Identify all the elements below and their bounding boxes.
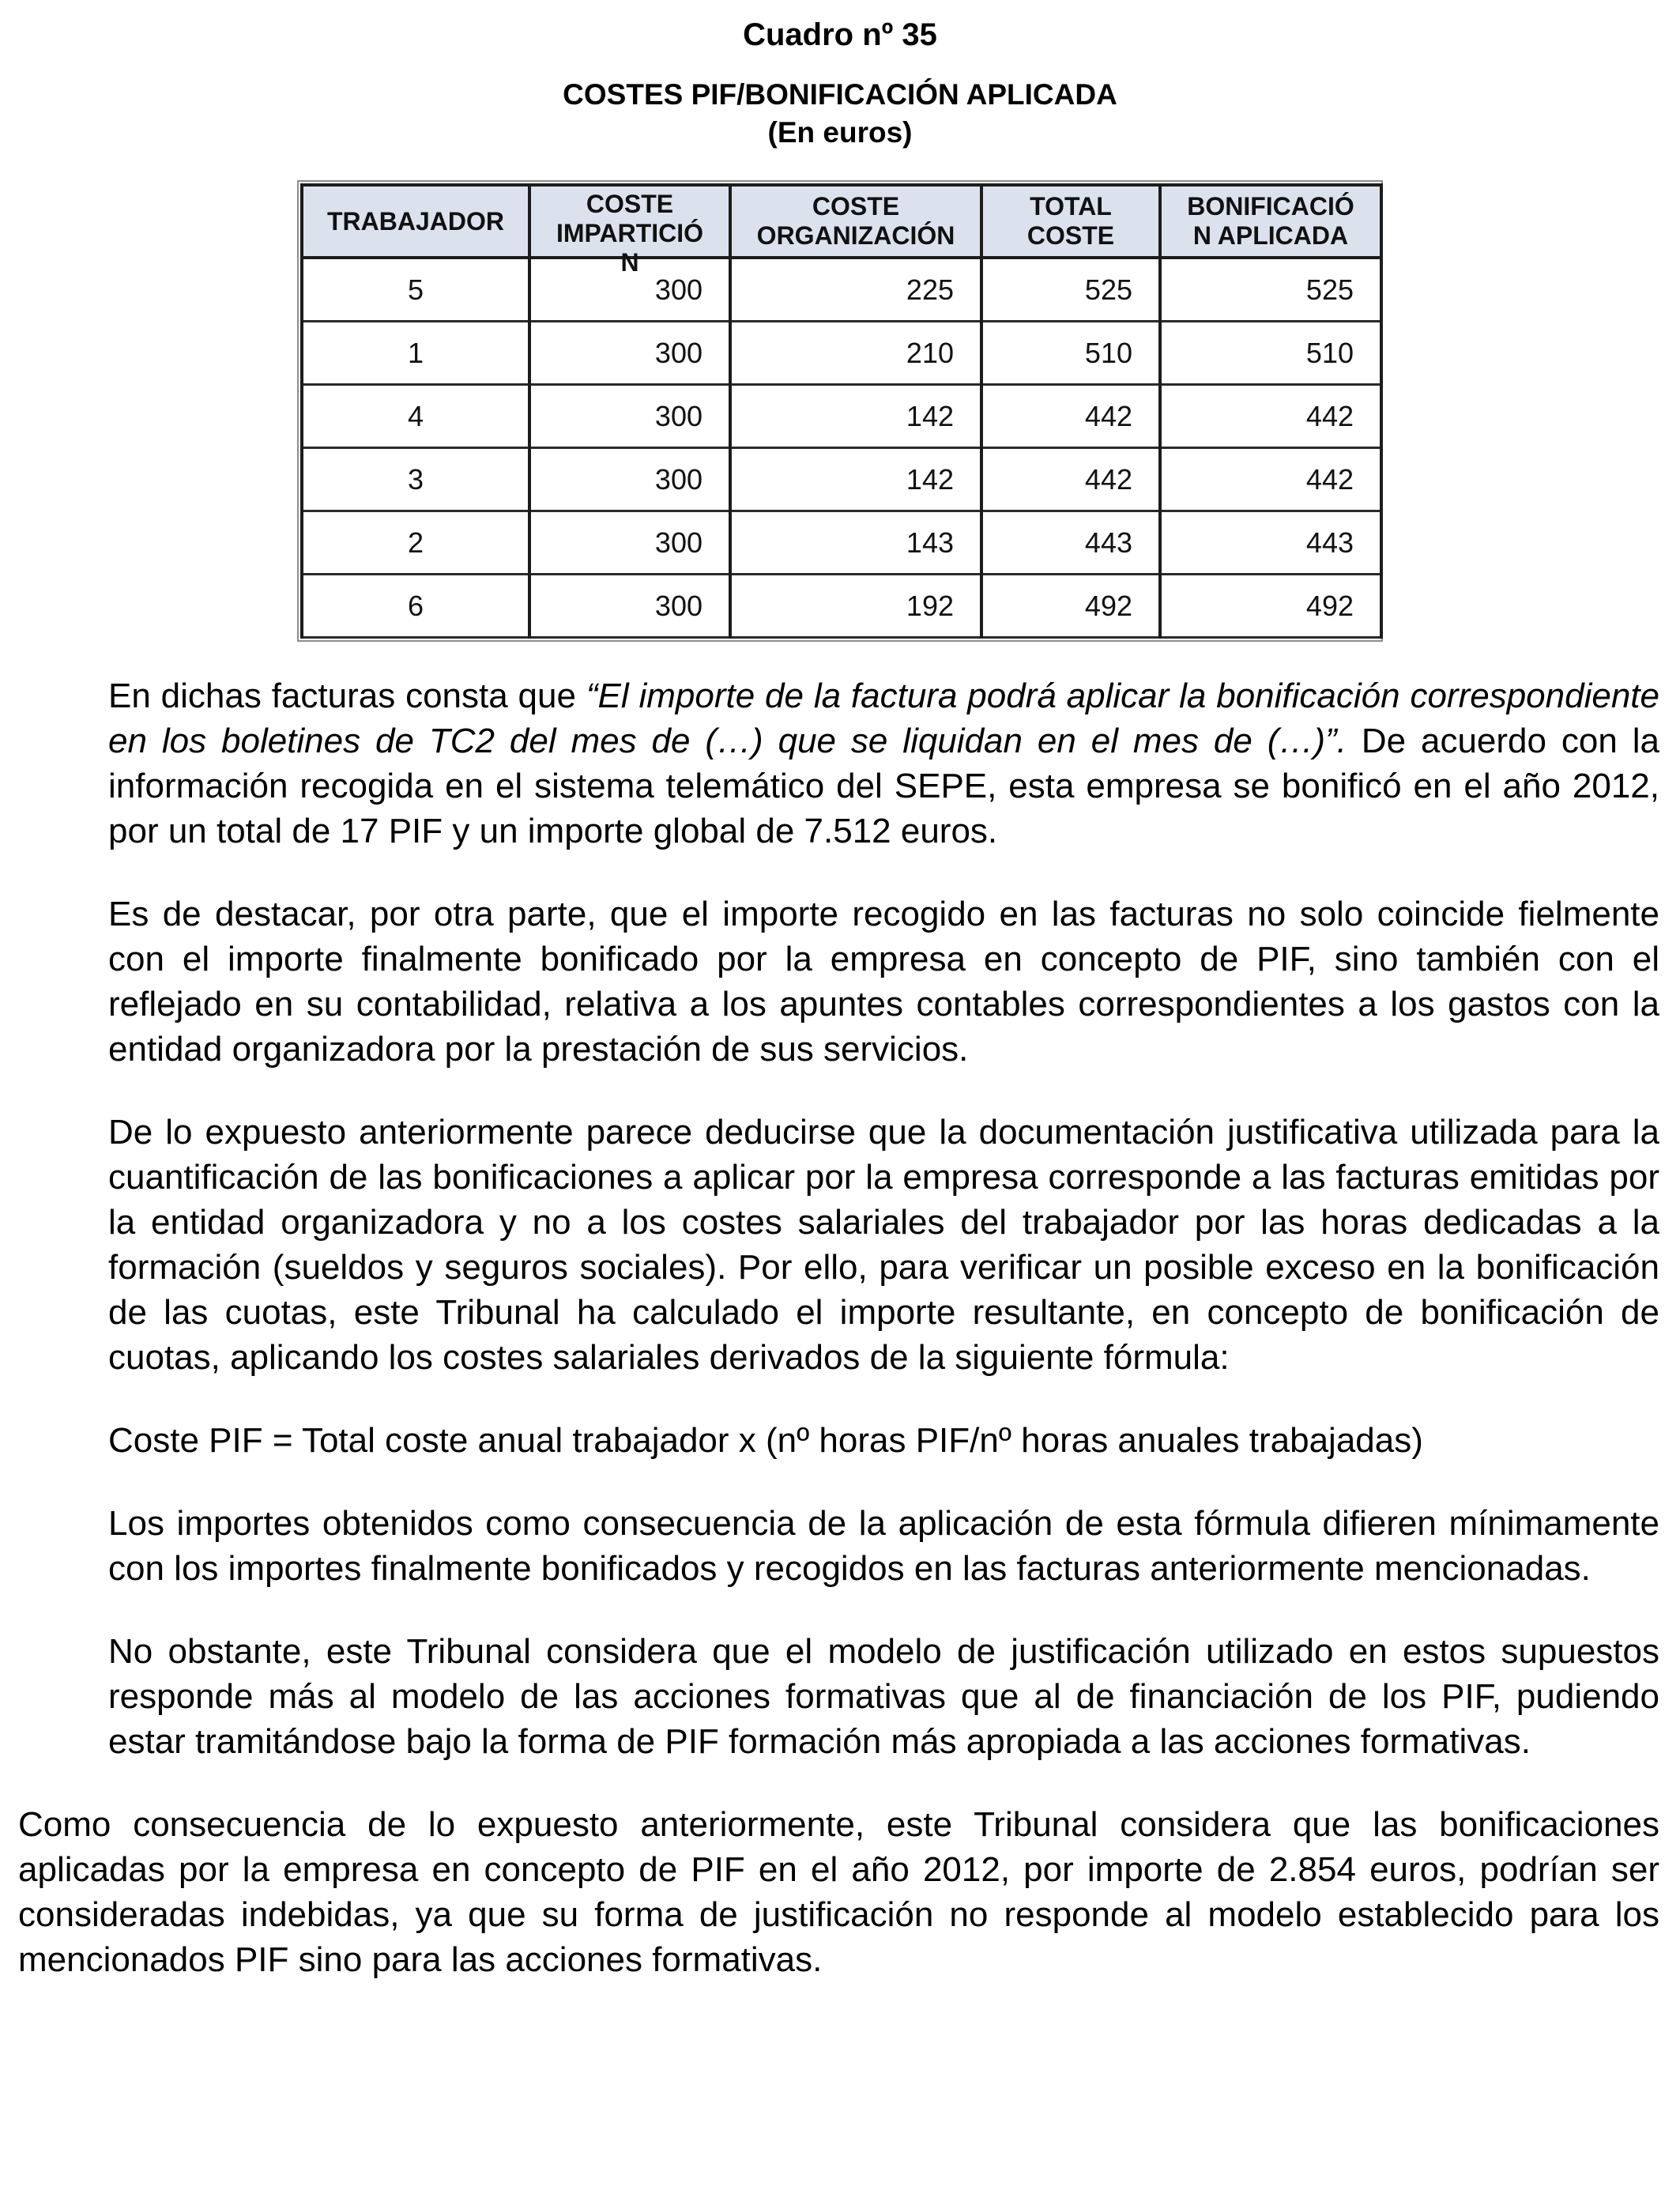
paragraph-facturas: [108, 673, 1659, 854]
cell-coste-imparticion: 300: [529, 511, 730, 575]
cell-trabajador: 3: [302, 448, 529, 511]
cell-bonificacion-aplicada: 492: [1160, 575, 1381, 638]
cell-coste-organizacion: 210: [730, 322, 981, 385]
cell-coste-organizacion: 142: [730, 448, 981, 511]
table-caption: [0, 76, 1680, 152]
header-coste-imparticion: [529, 185, 730, 277]
paragraph-importes: Los importes obtenidos como consecuencia de la aplicación de esta fórmula difieren mínimamente con los importes finalmente bonificados y recogidos en las facturas anteriormente mencionadas.: [108, 1504, 1659, 1588]
header-label: TRABAJADOR: [327, 206, 504, 236]
table-title: COSTES PIF/BONIFICACIÓN APLICADA: [563, 78, 1117, 111]
costs-table: [297, 180, 1383, 642]
header-total-coste: [981, 185, 1160, 258]
paragraph-expuesto: De lo expuesto anteriormente parece deducirse que la documentación justificativa utilizada para la cuantificación de las bonificaciones a aplicar por la empresa corresponde a las facturas emitidas por la entidad organizadora y no a los costes salariales del trabajador por las horas dedicadas a la formación (sueldos y seguros sociales). Por ello, para verificar un posible exceso en la bonificación de las cuotas, este Tribunal ha calculado el importe resultante, en concepto de bonificación de cuotas, aplicando los costes salariales derivados de la siguiente fórmula:: [108, 1113, 1659, 1377]
costs-table-grid: [300, 183, 1383, 639]
table-header-row: [302, 185, 1381, 258]
cell-total-coste: 510: [981, 322, 1160, 385]
cell-bonificacion-aplicada: 442: [1160, 385, 1381, 448]
paragraph-text: De acuerdo con la información recogida en el sistema telemático del SEPE, esta empresa se bonificó en el año 2012, por un total de 17 PIF y un importe global de 7.512 euros.: [108, 722, 1659, 850]
cell-total-coste: 442: [981, 448, 1160, 511]
cell-total-coste: 443: [981, 511, 1160, 575]
cell-bonificacion-aplicada: 442: [1160, 448, 1381, 511]
table-number-caption: Cuadro nº 35: [743, 17, 937, 52]
cell-trabajador: 5: [302, 258, 529, 322]
body-text: [0, 673, 1680, 2020]
cell-total-coste: 492: [981, 575, 1160, 638]
table-row: [302, 322, 1381, 385]
table-row: [302, 575, 1381, 638]
header-label: TOTAL COSTE: [1026, 192, 1115, 250]
cell-total-coste: 442: [981, 385, 1160, 448]
cell-coste-imparticion: 300: [529, 258, 730, 322]
table-row: [302, 511, 1381, 575]
cell-trabajador: 6: [302, 575, 529, 638]
table-row: [302, 448, 1381, 511]
cell-coste-organizacion: 142: [730, 385, 981, 448]
cell-coste-organizacion: 225: [730, 258, 981, 322]
cell-coste-imparticion: 300: [529, 322, 730, 385]
cell-bonificacion-aplicada: 443: [1160, 511, 1381, 575]
cell-coste-imparticion: 300: [529, 385, 730, 448]
header-coste-organizacion: [730, 185, 981, 258]
header-label: COSTE IMPARTICIÓN: [556, 190, 704, 277]
table-unit-note: (En euros): [767, 116, 913, 149]
cell-bonificacion-aplicada: 510: [1160, 322, 1381, 385]
header-label: COSTE ORGANIZACIÓN: [756, 192, 955, 250]
cell-trabajador: 1: [302, 322, 529, 385]
table-row: [302, 258, 1381, 322]
cell-total-coste: 525: [981, 258, 1160, 322]
header-bonificacion-aplicada: [1160, 185, 1381, 258]
header-label: BONIFICACIÓN APLICADA: [1187, 192, 1354, 250]
cell-trabajador: 2: [302, 511, 529, 575]
paragraph-no-obstante: No obstante, este Tribunal considera que el modelo de justificación utilizado en estos supuestos responde más al modelo de las acciones formativas que al de financiación de los PIF, pudiendo estar tramitándose bajo la forma de PIF formación más apropiada a las acciones formativas.: [108, 1632, 1659, 1761]
table-row: [302, 385, 1381, 448]
header-trabajador: [302, 185, 529, 258]
cell-bonificacion-aplicada: 525: [1160, 258, 1381, 322]
paragraph-destacar: Es de destacar, por otra parte, que el importe recogido en las facturas no solo coincide fielmente con el importe finalmente bonificado por la empresa en concepto de PIF, sino también con el reflejado en su contabilidad, relativa a los apuntes contables correspondientes a los gastos con la entidad organizadora por la prestación de sus servicios.: [108, 895, 1659, 1069]
cell-coste-organizacion: 143: [730, 511, 981, 575]
cell-coste-organizacion: 192: [730, 575, 981, 638]
formula-line: Coste PIF = Total coste anual trabajador x (nº horas PIF/nº horas anuales trabajadas): [108, 1421, 1423, 1460]
cell-trabajador: 4: [302, 385, 529, 448]
invoice-quote: “El importe de la factura podrá aplicar la bonificación correspondiente en los boletines de TC2 del mes de (…) que se liquidan en el mes de (…)”.: [108, 677, 1659, 760]
paragraph-conclusion: Como consecuencia de lo expuesto anteriormente, este Tribunal considera que las bonificaciones aplicadas por la empresa en concepto de PIF en el año 2012, por importe de 2.854 euros, podrían ser consideradas indebidas, ya que su forma de justificación no responde al modelo establecido para los mencionados PIF sino para las acciones formativas.: [18, 1805, 1659, 1979]
cell-coste-imparticion: 300: [529, 448, 730, 511]
cell-coste-imparticion: 300: [529, 575, 730, 638]
paragraph-text: En dichas facturas consta que: [108, 677, 586, 715]
